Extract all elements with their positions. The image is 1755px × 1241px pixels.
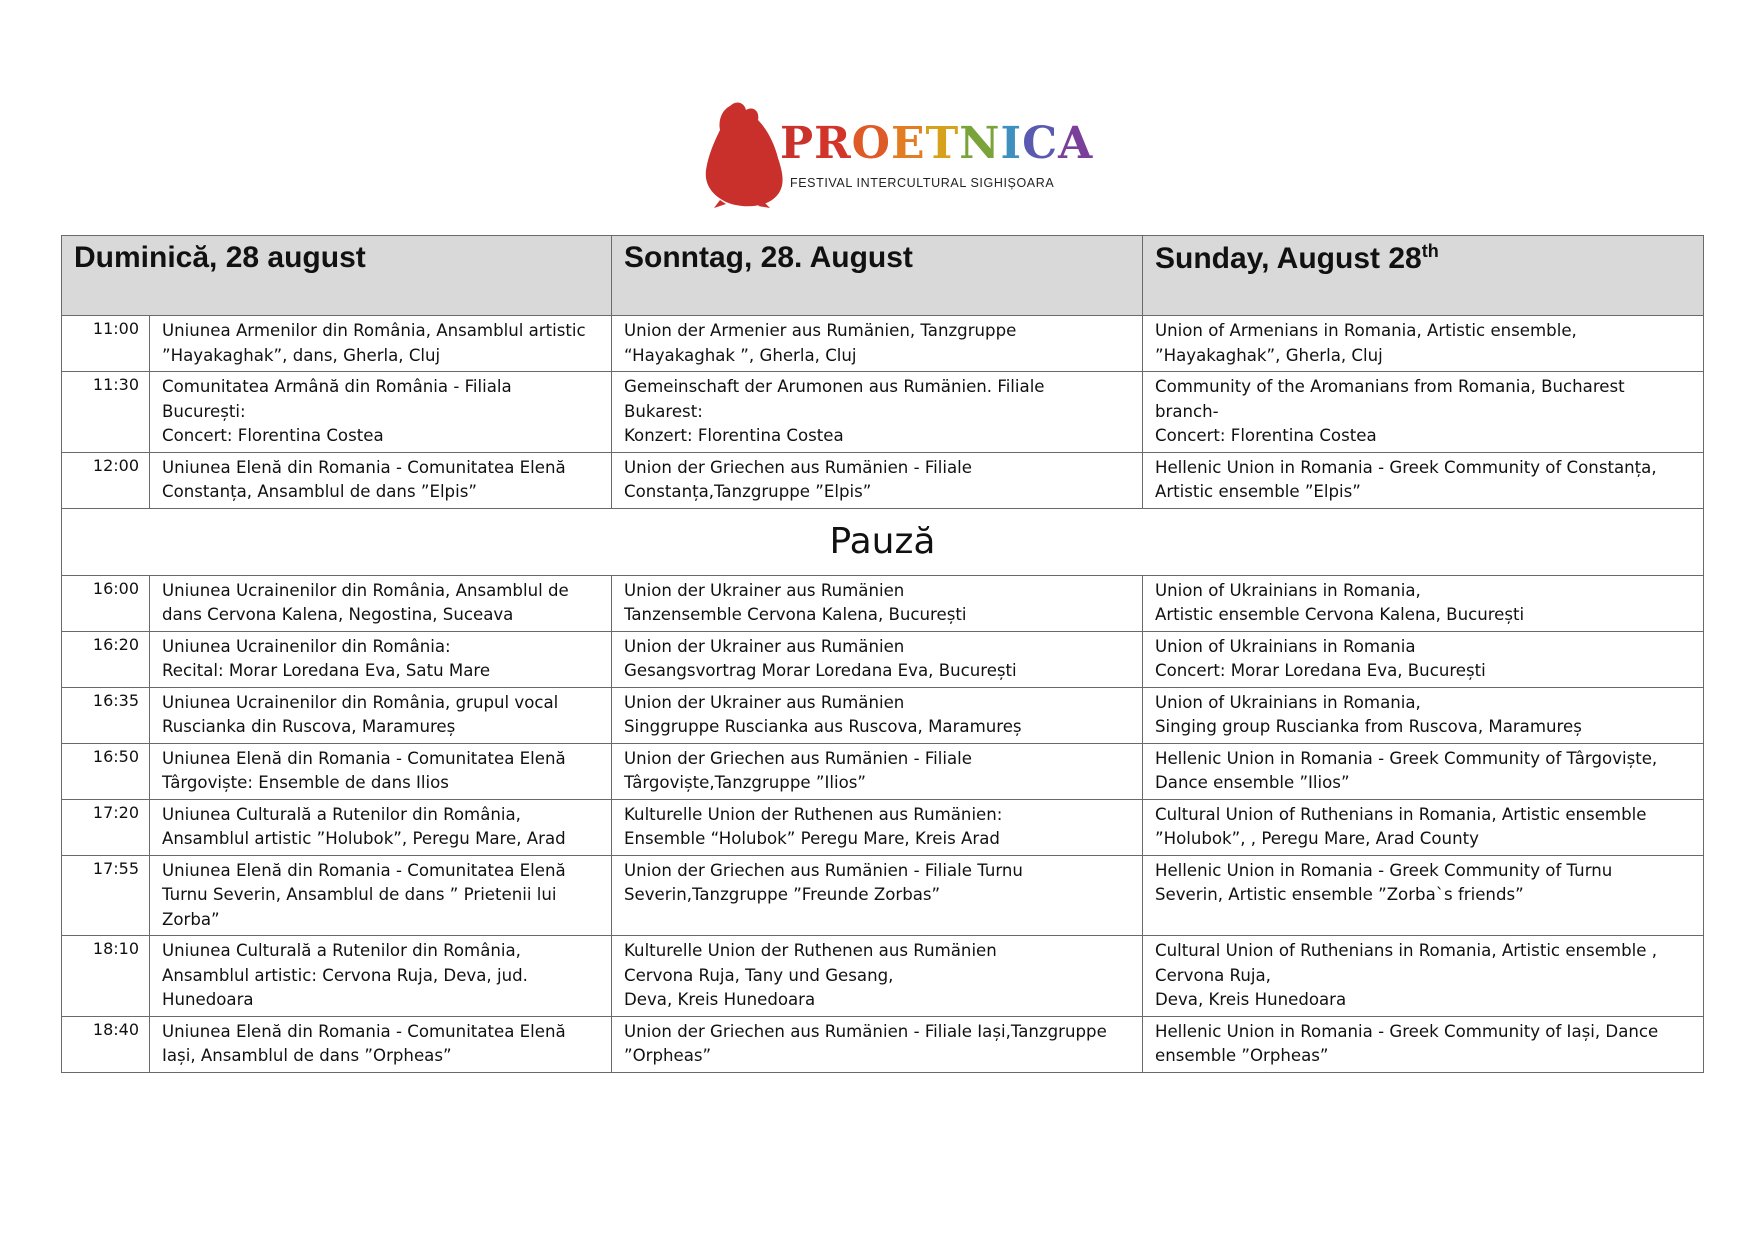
- schedule-row: [62, 452, 1704, 508]
- cell-line: Târgoviște: Ensemble de dans Ilios: [162, 773, 449, 792]
- cell-line: Kulturelle Union der Ruthenen aus Rumänien: [624, 941, 997, 960]
- logo-letter: P: [780, 118, 815, 169]
- cell-line: Uniunea Elenă din Romania - Comunitatea Elenă: [162, 860, 566, 880]
- romanian-cell: [150, 452, 612, 508]
- cell-line: Hunedoara: [162, 990, 254, 1009]
- logo-subtitle: FESTIVAL INTERCULTURAL SIGHIȘOARA: [790, 176, 1055, 190]
- cell-line: ”Orpheas”: [624, 1046, 712, 1065]
- romanian-cell: [150, 855, 612, 936]
- logo-letter: I: [1000, 118, 1023, 169]
- cell-line: Union der Griechen aus Rumänien - Filiale Iași,Tanzgruppe: [624, 1021, 1107, 1041]
- german-cell: [612, 936, 1143, 1017]
- header-english: [1143, 236, 1704, 316]
- cell-line: Bukarest:: [624, 401, 703, 421]
- cell-line: Singing group Ruscianka from Ruscova, Maramureș: [1155, 717, 1582, 736]
- cell-line: dans Cervona Kalena, Negostina, Suceava: [162, 605, 514, 624]
- time-cell: 16:00: [62, 575, 150, 631]
- german-cell: [612, 631, 1143, 687]
- english-cell: [1143, 575, 1704, 631]
- cell-line: Hellenic Union in Romania - Greek Community of Târgoviște,: [1155, 748, 1658, 768]
- header-english-text: Sunday, August 28: [1155, 242, 1422, 275]
- festival-logo: [700, 70, 1100, 240]
- cell-line: Singgruppe Ruscianka aus Ruscova, Maramureș: [624, 717, 1022, 736]
- logo-letter: C: [1022, 118, 1059, 169]
- english-cell: [1143, 316, 1704, 372]
- schedule-row: [62, 316, 1704, 372]
- cell-line: Artistic ensemble Cervona Kalena, București: [1155, 605, 1525, 624]
- cell-line: Hellenic Union in Romania - Greek Community of Turnu: [1155, 860, 1613, 880]
- cell-line: Cultural Union of Ruthenians in Romania, Artistic ensemble ,: [1155, 941, 1657, 960]
- time-cell: 12:00: [62, 452, 150, 508]
- german-cell: [612, 743, 1143, 799]
- cell-line: Union of Ukrainians in Romania,: [1155, 580, 1421, 600]
- cell-line: ensemble ”Orpheas”: [1155, 1046, 1329, 1065]
- cell-line: Union der Ukrainer aus Rumänien: [624, 636, 905, 656]
- romanian-cell: [150, 743, 612, 799]
- logo-letter: E: [891, 118, 926, 169]
- time-cell: 17:55: [62, 855, 150, 936]
- time-cell: 16:20: [62, 631, 150, 687]
- cell-line: branch-: [1155, 401, 1219, 421]
- english-cell: [1143, 743, 1704, 799]
- romanian-cell: [150, 799, 612, 855]
- cell-line: Turnu Severin, Ansamblul de dans ” Prietenii lui: [162, 885, 557, 904]
- cell-line: Tanzensemble Cervona Kalena, București: [624, 605, 967, 624]
- romanian-cell: [150, 575, 612, 631]
- cell-line: ”Holubok”, , Peregu Mare, Arad County: [1155, 829, 1479, 848]
- cell-line: Union of Ukrainians in Romania: [1155, 636, 1416, 656]
- cell-line: Gemeinschaft der Arumonen aus Rumänien. Filiale: [624, 377, 1045, 396]
- time-cell: 16:50: [62, 743, 150, 799]
- english-cell: [1143, 855, 1704, 936]
- header-romanian: Duminică, 28 august: [62, 236, 612, 316]
- english-cell: [1143, 687, 1704, 743]
- romanian-cell: [150, 1016, 612, 1072]
- cell-line: ”Hayakaghak”, Gherla, Cluj: [1155, 345, 1383, 365]
- german-cell: [612, 1016, 1143, 1072]
- german-cell: [612, 575, 1143, 631]
- cell-line: Concert: Florentina Costea: [1155, 426, 1377, 445]
- schedule-row: [62, 1016, 1704, 1072]
- schedule-row: [62, 855, 1704, 936]
- schedule-row: [62, 631, 1704, 687]
- cell-line: Union der Armenier aus Rumänien, Tanzgruppe: [624, 321, 1017, 340]
- header-row: [62, 236, 1704, 316]
- pause-row: [62, 508, 1704, 575]
- german-cell: [612, 316, 1143, 372]
- schedule-row: [62, 936, 1704, 1017]
- logo-letter: A: [1058, 118, 1094, 169]
- cell-line: Kulturelle Union der Ruthenen aus Rumänien:: [624, 804, 1003, 824]
- cell-line: Union der Griechen aus Rumänien - Filiale: [624, 748, 972, 768]
- cell-line: Uniunea Ucrainenilor din România, grupul vocal: [162, 692, 559, 712]
- cell-line: Konzert: Florentina Costea: [624, 426, 844, 445]
- cell-line: “Hayakaghak ”, Gherla, Cluj: [624, 345, 857, 365]
- logo-letter: N: [959, 118, 1001, 169]
- romanian-cell: [150, 631, 612, 687]
- logo-name: [780, 114, 1093, 174]
- pause-label: Pauză: [62, 508, 1704, 575]
- cell-line: Union of Ukrainians in Romania,: [1155, 692, 1421, 712]
- cell-line: Ansamblul artistic: Cervona Ruja, Deva, jud.: [162, 965, 528, 985]
- cell-line: Ensemble “Holubok” Peregu Mare, Kreis Arad: [624, 829, 1000, 848]
- schedule-row: [62, 575, 1704, 631]
- romanian-cell: [150, 936, 612, 1017]
- cell-line: Recital: Morar Loredana Eva, Satu Mare: [162, 661, 491, 680]
- schedule-row: [62, 799, 1704, 855]
- logo-letter: O: [851, 118, 891, 169]
- cell-line: Union der Ukrainer aus Rumänien: [624, 692, 905, 712]
- schedule-row: [62, 372, 1704, 453]
- cell-line: Ansamblul artistic ”Holubok”, Peregu Mare, Arad: [162, 829, 566, 848]
- logo-letter: T: [925, 118, 960, 169]
- romanian-cell: [150, 316, 612, 372]
- cell-line: Cultural Union of Ruthenians in Romania, Artistic ensemble: [1155, 804, 1647, 824]
- cell-line: Uniunea Elenă din Romania - Comunitatea Elenă: [162, 457, 566, 477]
- logo-letter: R: [814, 118, 852, 169]
- cell-line: Severin,Tanzgruppe ”Freunde Zorbas”: [624, 885, 941, 904]
- header-english-suffix: th: [1421, 241, 1439, 261]
- cell-line: Concert: Florentina Costea: [162, 426, 384, 445]
- cell-line: Cervona Ruja, Tany und Gesang,: [624, 965, 894, 985]
- english-cell: [1143, 631, 1704, 687]
- cell-line: Severin, Artistic ensemble ”Zorba`s friends”: [1155, 885, 1524, 904]
- cell-line: Dance ensemble ”Ilios”: [1155, 773, 1350, 792]
- english-cell: [1143, 936, 1704, 1017]
- cell-line: Hellenic Union in Romania - Greek Community of Constanța,: [1155, 457, 1657, 477]
- cell-line: Uniunea Elenă din Romania - Comunitatea Elenă: [162, 748, 566, 768]
- cell-line: București:: [162, 401, 246, 421]
- german-cell: [612, 452, 1143, 508]
- cell-line: Union der Ukrainer aus Rumänien: [624, 580, 905, 600]
- time-cell: 18:40: [62, 1016, 150, 1072]
- cell-line: Uniunea Ucrainenilor din România:: [162, 636, 451, 656]
- german-cell: [612, 799, 1143, 855]
- cell-line: Zorba”: [162, 909, 220, 929]
- header-german: Sonntag, 28. August: [612, 236, 1143, 316]
- cell-line: Uniunea Culturală a Rutenilor din România,: [162, 941, 521, 960]
- cell-line: Union der Griechen aus Rumänien - Filiale: [624, 457, 972, 477]
- english-cell: [1143, 1016, 1704, 1072]
- time-cell: 17:20: [62, 799, 150, 855]
- cell-line: Uniunea Armenilor din România, Ansamblul artistic: [162, 321, 586, 340]
- cell-line: Comunitatea Armână din România - Filiala: [162, 377, 512, 396]
- cell-line: Union of Armenians in Romania, Artistic ensemble,: [1155, 321, 1577, 340]
- romanian-cell: [150, 687, 612, 743]
- cell-line: Iași, Ansamblul de dans ”Orpheas”: [162, 1046, 452, 1065]
- cell-line: Uniunea Elenă din Romania - Comunitatea Elenă: [162, 1021, 566, 1041]
- cell-line: Târgoviște,Tanzgruppe ”Ilios”: [624, 773, 866, 792]
- schedule-row: [62, 743, 1704, 799]
- cell-line: Constanța,Tanzgruppe ”Elpis”: [624, 482, 872, 501]
- german-cell: [612, 687, 1143, 743]
- time-cell: 18:10: [62, 936, 150, 1017]
- cell-line: Concert: Morar Loredana Eva, București: [1155, 661, 1486, 680]
- cell-line: Deva, Kreis Hunedoara: [624, 990, 816, 1009]
- schedule-table: [61, 235, 1704, 1073]
- dancers-silhouette-icon: [700, 98, 788, 208]
- cell-line: Constanța, Ansamblul de dans ”Elpis”: [162, 482, 477, 501]
- english-cell: [1143, 799, 1704, 855]
- cell-line: Gesangsvortrag Morar Loredana Eva, București: [624, 661, 1017, 680]
- cell-line: ”Hayakaghak”, dans, Gherla, Cluj: [162, 345, 441, 365]
- cell-line: Uniunea Culturală a Rutenilor din România,: [162, 804, 521, 824]
- cell-line: Uniunea Ucrainenilor din România, Ansamblul de: [162, 580, 569, 600]
- time-cell: 11:00: [62, 316, 150, 372]
- english-cell: [1143, 372, 1704, 453]
- time-cell: 16:35: [62, 687, 150, 743]
- german-cell: [612, 372, 1143, 453]
- english-cell: [1143, 452, 1704, 508]
- cell-line: Ruscianka din Ruscova, Maramureș: [162, 717, 456, 736]
- cell-line: Union der Griechen aus Rumänien - Filiale Turnu: [624, 860, 1023, 880]
- cell-line: Artistic ensemble ”Elpis”: [1155, 482, 1361, 501]
- cell-line: Deva, Kreis Hunedoara: [1155, 990, 1347, 1009]
- cell-line: Hellenic Union in Romania - Greek Community of Iași, Dance: [1155, 1021, 1659, 1041]
- cell-line: Community of the Aromanians from Romania, Bucharest: [1155, 377, 1625, 396]
- german-cell: [612, 855, 1143, 936]
- time-cell: 11:30: [62, 372, 150, 453]
- schedule-row: [62, 687, 1704, 743]
- cell-line: Cervona Ruja,: [1155, 965, 1271, 985]
- romanian-cell: [150, 372, 612, 453]
